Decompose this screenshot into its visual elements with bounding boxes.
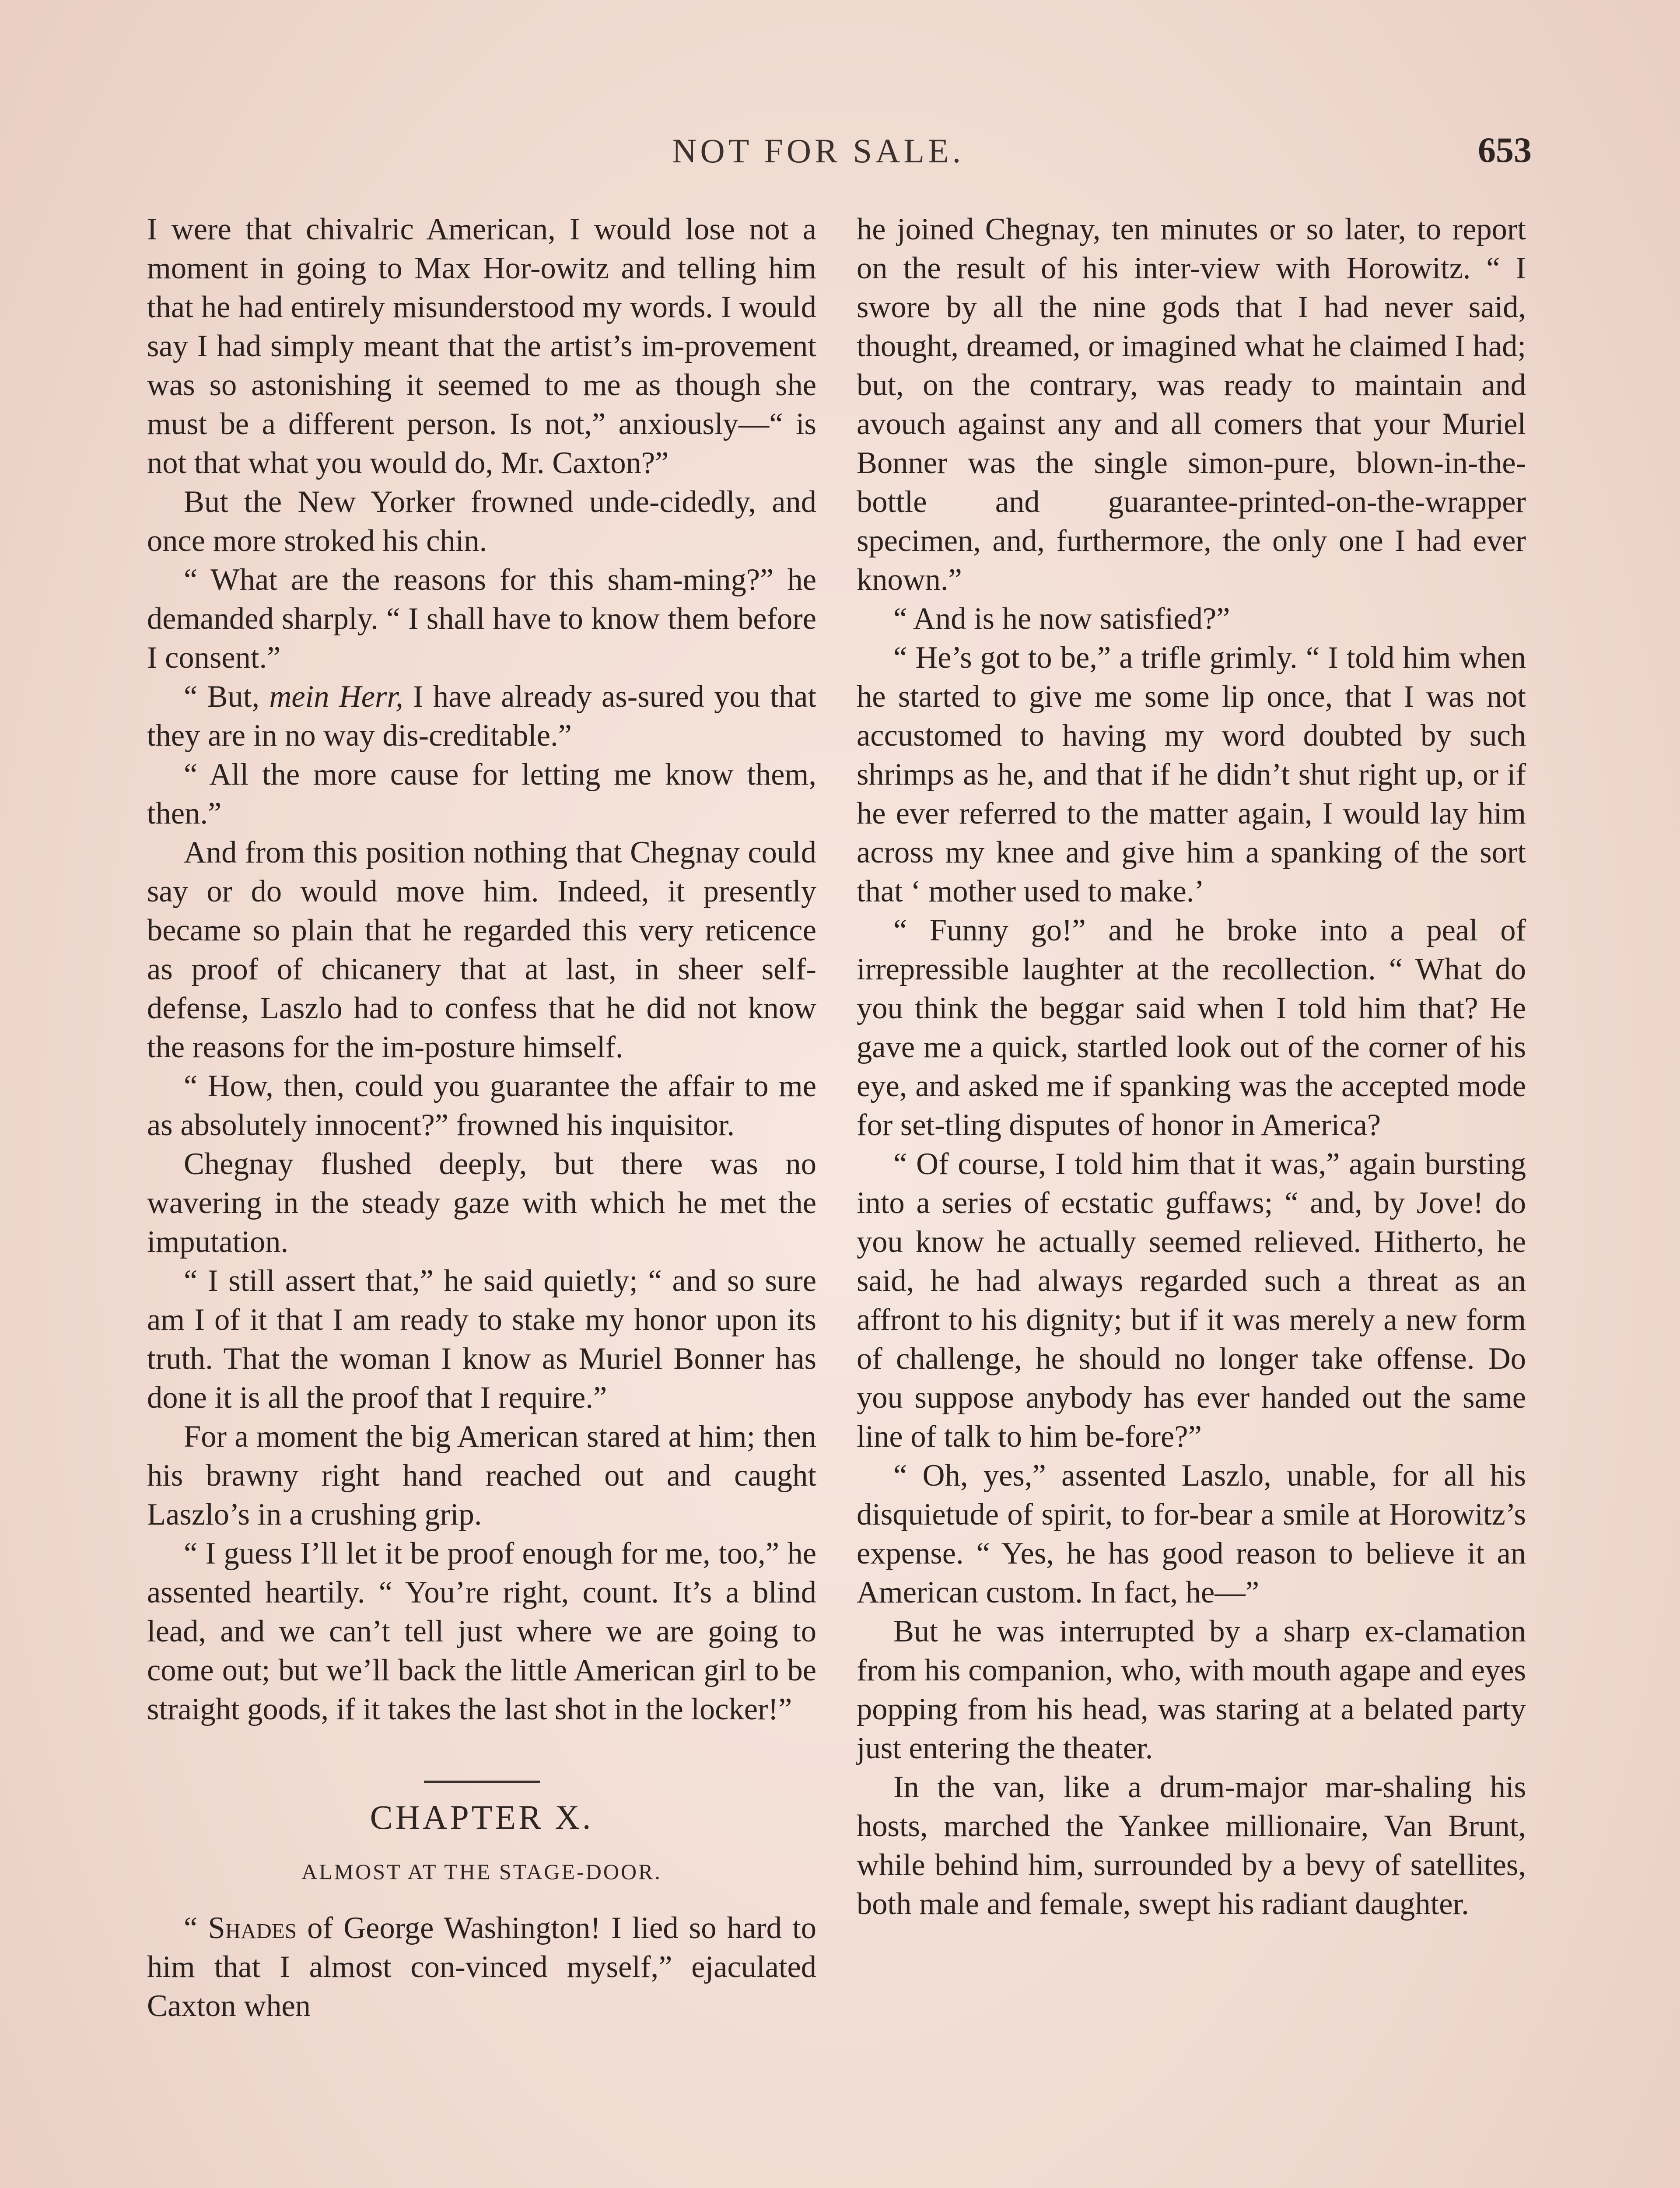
paragraph: “ What are the reasons for this sham-ming?” he demanded sharply. “ I shall have to know them before I consent.” bbox=[147, 563, 816, 675]
quote-open: “ bbox=[184, 1911, 208, 1945]
paragraph: “ How, then, could you guarantee the affair to me as absolutely innocent?” frowned his inquisitor. bbox=[147, 1069, 816, 1142]
paragraph bbox=[147, 677, 816, 755]
paragraph: “ Of course, I told him that it was,” again bursting into a series of ecstatic guffaws; “ and, by Jove! do you know he actually seemed relieved. Hitherto, he said, he had always regarded such a threat as an affront to his dignity; but if it was merely a new form of challenge, he should no longer take offense. Do you suppose anybody has ever handed out the same line of talk to him be-fore?” bbox=[857, 1147, 1526, 1454]
paragraph: In the van, like a drum-major mar-shaling his hosts, marched the Yankee millionaire, Van Brunt, while behind him, surrounded by a bevy of satellites, both male and female, swept his radiant daughter. bbox=[857, 1770, 1526, 1921]
paragraph: I were that chivalric American, I would lose not a moment in going to Max Hor-owitz and telling him that he had entirely misunderstood my words. I would say I had simply meant that the artist’s im-provement was so astonishing it seemed to me as though she must be a different person. Is not,” anxiously—“ is not that what you would do, Mr. Caxton?” bbox=[147, 212, 816, 480]
chapter-subtitle: ALMOST AT THE STAGE-DOOR. bbox=[301, 1859, 662, 1884]
paragraph: “ Funny go!” and he broke into a peal of irrepressible laughter at the recollection. “ What do you think the beggar said when I told him that? He gave me a quick, startled look out of the corner of his eye, and asked me if spanking was the accepted mode for set-tling disputes of honor in America? bbox=[857, 913, 1526, 1142]
paragraph: “ I guess I’ll let it be proof enough for me, too,” he assented heartily. “ You’re right, count. It’s a blind lead, and we can’t tell just where we are going to come out; but we’ll back the little American girl to be straight goods, if it takes the last shot in the locker!” bbox=[147, 1536, 816, 1726]
paragraph: But the New Yorker frowned unde-cidedly, and once more stroked his chin. bbox=[147, 485, 816, 558]
paragraph: “ All the more cause for letting me know them, then.” bbox=[147, 757, 816, 831]
paragraph: But he was interrupted by a sharp ex-clamation from his companion, who, with mouth agape and eyes popping from his head, was staring at a belated party just entering the theater. bbox=[857, 1614, 1526, 1765]
paragraph: “ I still assert that,” he said quietly; “ and so sure am I of it that I am ready to stake my honor upon its truth. That the woman I know as Muriel Bonner has done it is all the proof that I require.” bbox=[147, 1264, 816, 1415]
page-number: 653 bbox=[1478, 130, 1532, 170]
paragraph: And from this position nothing that Chegnay could say or do would move him. Indeed, it presently became so plain that he regarded this very reticence as proof of chicanery that at last, in sheer self-defense, Laszlo had to confess that he did not know the reasons for the im-posture himself. bbox=[147, 835, 816, 1064]
smallcaps-opening: Shades bbox=[208, 1911, 297, 1945]
chapter-title: CHAPTER X. bbox=[370, 1798, 594, 1836]
quote-open: “ But, bbox=[184, 680, 270, 714]
paragraph: “ Oh, yes,” assented Laszlo, unable, for all his disquietude of spirit, to for-bear a smile at Horowitz’s expense. “ Yes, he has good reason to believe it an American custom. In fact, he—” bbox=[857, 1459, 1526, 1609]
right-column bbox=[857, 210, 1526, 1924]
chapter-opening-paragraph bbox=[147, 1909, 816, 2026]
paragraph-rest: I have already as-sured you that they are in no way dis-creditable.” bbox=[147, 680, 817, 753]
chapter-divider bbox=[424, 1781, 540, 1783]
paragraph: For a moment the big American stared at him; then his brawny right hand reached out and caught Laszlo’s in a crushing grip. bbox=[147, 1420, 816, 1532]
paragraph: “ And is he now satisfied?” bbox=[893, 602, 1230, 636]
paragraph: “ He’s got to be,” a trifle grimly. “ I told him when he started to give me some lip once, that I was not accustomed to having my word doubted by such shrimps as he, and that if he didn’t shut right up, or if he ever referred to the matter again, I would lay him across my knee and give him a spanking of the sort that ‘ mother used to make.’ bbox=[857, 641, 1526, 908]
paragraph: he joined Chegnay, ten minutes or so later, to report on the result of his inter-view with Horowitz. “ I swore by all the nine gods that I had never said, thought, dreamed, or imagined what he claimed I had; but, on the contrary, was ready to maintain and avouch against any and all comers that your Muriel Bonner was the single simon-pure, blown-in-the-bottle and guarantee-printed-on-the-wrapper specimen, and, furthermore, the only one I had ever known.” bbox=[857, 212, 1526, 597]
paragraph-rest: of George Washington! I lied so hard to him that I almost con-vinced myself,” ejaculated Caxton when bbox=[147, 1911, 816, 2023]
running-head: NOT FOR SALE. bbox=[672, 132, 965, 170]
left-column bbox=[147, 210, 816, 2026]
italic-phrase: mein Herr, bbox=[269, 680, 403, 714]
paragraph: Chegnay flushed deeply, but there was no wavering in the steady gaze with which he met the imputation. bbox=[147, 1147, 816, 1259]
